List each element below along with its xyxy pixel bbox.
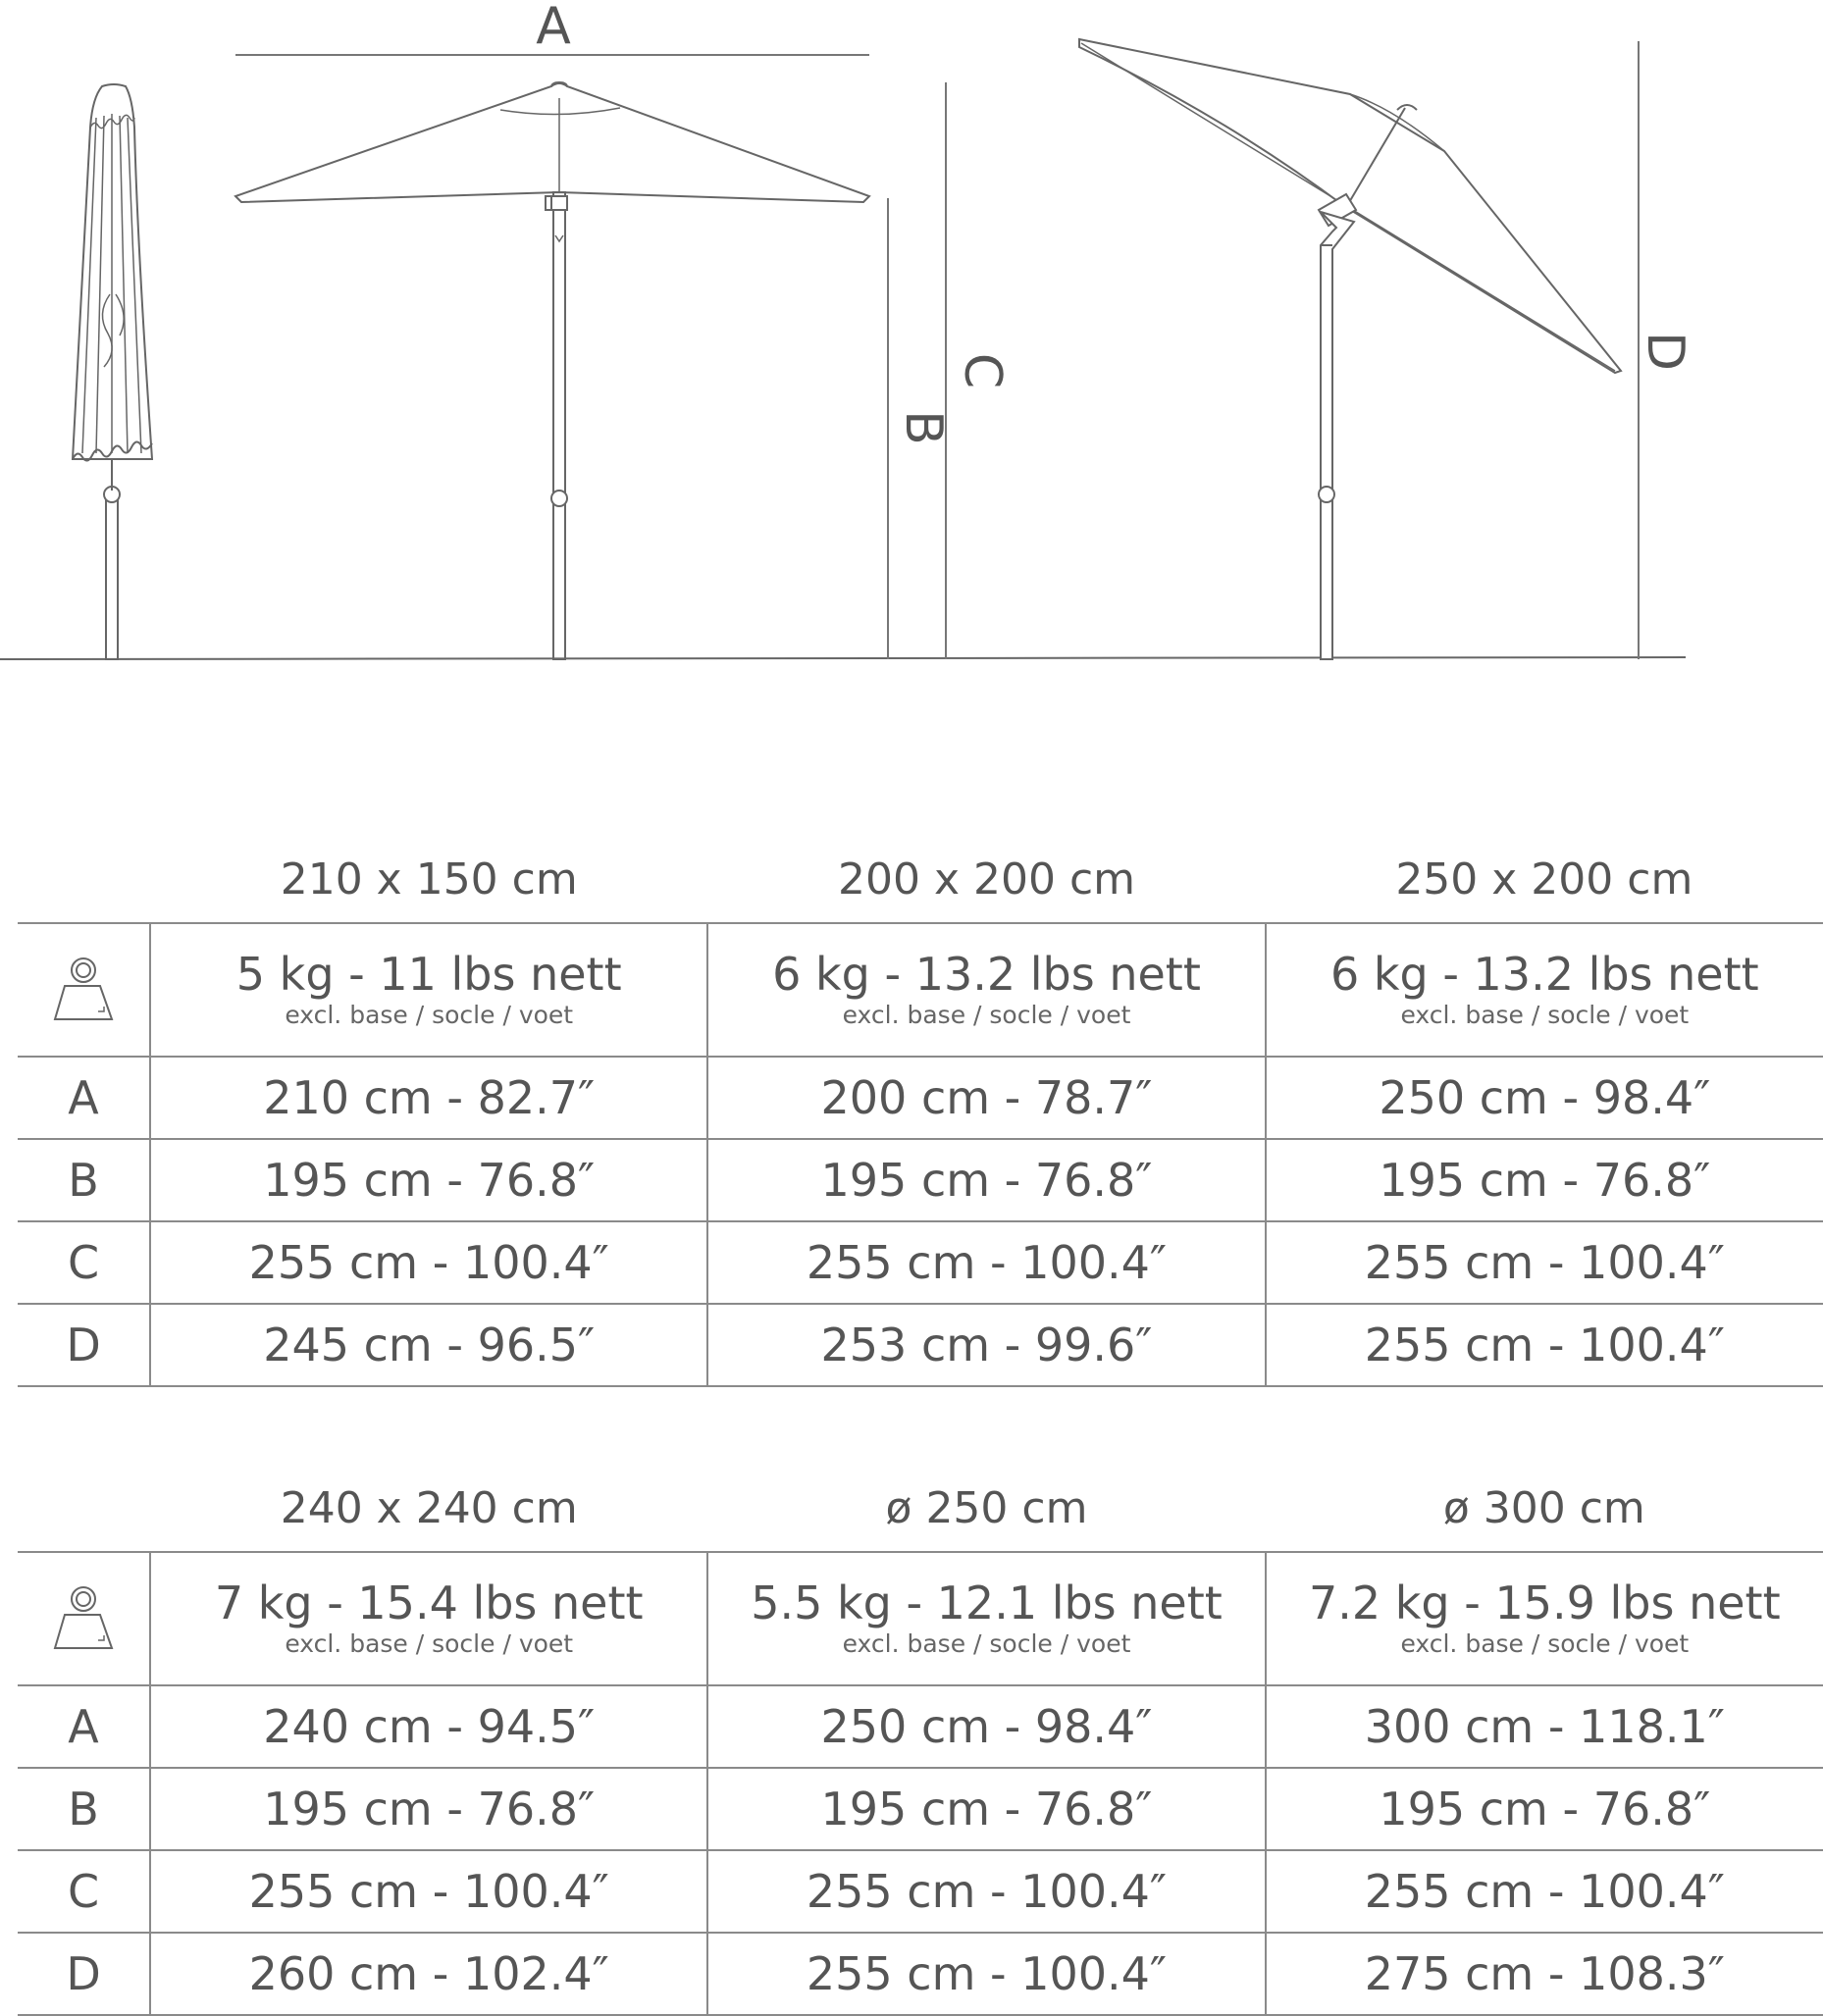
size-header: 240 x 240 cm xyxy=(150,1471,707,1552)
dimension-value: 195 cm - 76.8″ xyxy=(707,1768,1265,1850)
closed-parasol xyxy=(73,84,152,659)
label-c: C xyxy=(953,352,1012,389)
weight-note: excl. base / socle / voet xyxy=(1400,1629,1690,1658)
row-letter: C xyxy=(18,1850,150,1933)
row-letter: C xyxy=(18,1221,150,1304)
dimension-value: 255 cm - 100.4″ xyxy=(707,1221,1265,1304)
spec-table-2 xyxy=(18,1471,1823,2016)
dimension-value: 210 cm - 82.7″ xyxy=(150,1057,707,1139)
weight-value: 6 kg - 13.2 lbs nett xyxy=(772,948,1201,1001)
weight-cell xyxy=(1266,923,1823,1057)
dimension-value: 253 cm - 99.6″ xyxy=(707,1304,1265,1386)
dimension-value: 255 cm - 100.4″ xyxy=(1266,1850,1823,1933)
label-a: A xyxy=(536,0,571,56)
dimension-value: 240 cm - 94.5″ xyxy=(150,1685,707,1768)
row-letter: D xyxy=(18,1933,150,2015)
dimension-row-d xyxy=(18,1933,1823,2015)
dimension-value: 245 cm - 96.5″ xyxy=(150,1304,707,1386)
row-letter: B xyxy=(18,1139,150,1221)
weight-cell xyxy=(150,1552,707,1685)
tilted-parasol xyxy=(1079,39,1621,659)
weight-note: excl. base / socle / voet xyxy=(285,1629,574,1658)
row-letter: B xyxy=(18,1768,150,1850)
dimension-value: 195 cm - 76.8″ xyxy=(150,1139,707,1221)
dimension-value: 255 cm - 100.4″ xyxy=(1266,1304,1823,1386)
weight-bag-icon xyxy=(49,1579,118,1658)
dimension-value: 250 cm - 98.4″ xyxy=(1266,1057,1823,1139)
dimension-value: 255 cm - 100.4″ xyxy=(150,1221,707,1304)
dimension-value: 255 cm - 100.4″ xyxy=(1266,1221,1823,1304)
weight-row xyxy=(18,923,1823,1057)
size-header-row xyxy=(18,1471,1823,1552)
dimension-value: 260 cm - 102.4″ xyxy=(150,1933,707,2015)
size-header-row xyxy=(18,842,1823,923)
weight-value: 5 kg - 11 lbs nett xyxy=(235,948,622,1001)
weight-value: 6 kg - 13.2 lbs nett xyxy=(1329,948,1759,1001)
parasol-dimension-diagram xyxy=(0,0,1823,677)
label-d: D xyxy=(1636,331,1694,372)
size-header: 250 x 200 cm xyxy=(1266,842,1823,923)
dimension-row-b xyxy=(18,1139,1823,1221)
weight-cell xyxy=(707,923,1265,1057)
weight-note: excl. base / socle / voet xyxy=(842,1001,1131,1029)
dimension-row-c xyxy=(18,1850,1823,1933)
weight-value: 7.2 kg - 15.9 lbs nett xyxy=(1309,1577,1781,1629)
dimension-row-c xyxy=(18,1221,1823,1304)
ground-line xyxy=(0,657,1686,659)
row-letter: A xyxy=(18,1057,150,1139)
dimension-value: 255 cm - 100.4″ xyxy=(150,1850,707,1933)
weight-cell xyxy=(707,1552,1265,1685)
weight-note: excl. base / socle / voet xyxy=(842,1629,1131,1658)
dimension-row-a xyxy=(18,1057,1823,1139)
weight-value: 7 kg - 15.4 lbs nett xyxy=(214,1577,644,1629)
size-header: 210 x 150 cm xyxy=(150,842,707,923)
open-parasol xyxy=(235,55,869,659)
dimension-value: 195 cm - 76.8″ xyxy=(150,1768,707,1850)
dimension-row-d xyxy=(18,1304,1823,1386)
dimension-value: 195 cm - 76.8″ xyxy=(1266,1139,1823,1221)
dimension-value: 195 cm - 76.8″ xyxy=(1266,1768,1823,1850)
dimension-value: 250 cm - 98.4″ xyxy=(707,1685,1265,1768)
row-letter: A xyxy=(18,1685,150,1768)
dimension-row-b xyxy=(18,1768,1823,1850)
dimension-value: 275 cm - 108.3″ xyxy=(1266,1933,1823,2015)
dimension-row-a xyxy=(18,1685,1823,1768)
row-letter: D xyxy=(18,1304,150,1386)
size-header: 200 x 200 cm xyxy=(707,842,1265,923)
dimension-value: 195 cm - 76.8″ xyxy=(707,1139,1265,1221)
weight-bag-icon xyxy=(49,951,118,1029)
weight-value: 5.5 kg - 12.1 lbs nett xyxy=(751,1577,1223,1629)
size-header: ø 250 cm xyxy=(707,1471,1265,1552)
label-b: B xyxy=(894,410,953,445)
dimension-value: 300 cm - 118.1″ xyxy=(1266,1685,1823,1768)
weight-cell xyxy=(1266,1552,1823,1685)
size-header: ø 300 cm xyxy=(1266,1471,1823,1552)
dimension-value: 255 cm - 100.4″ xyxy=(707,1850,1265,1933)
dimension-value: 200 cm - 78.7″ xyxy=(707,1057,1265,1139)
weight-row xyxy=(18,1552,1823,1685)
weight-cell xyxy=(150,923,707,1057)
weight-note: excl. base / socle / voet xyxy=(1400,1001,1690,1029)
dimension-value: 255 cm - 100.4″ xyxy=(707,1933,1265,2015)
weight-note: excl. base / socle / voet xyxy=(285,1001,574,1029)
spec-table-1 xyxy=(18,842,1823,1387)
